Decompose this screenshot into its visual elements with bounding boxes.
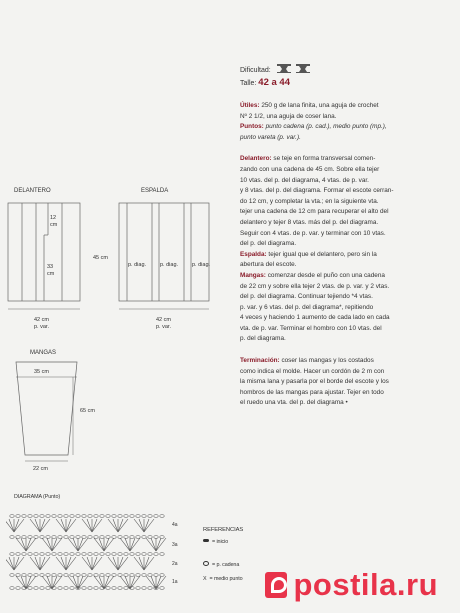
stitch-mark — [108, 519, 118, 532]
stitch-mark — [134, 557, 144, 570]
ref-text: = medio punto — [209, 576, 243, 582]
start-icon — [203, 539, 209, 542]
row-label: 1a — [172, 579, 178, 585]
stitch-mark — [134, 519, 144, 532]
stitch-mark — [56, 557, 66, 570]
text-line: tejer igual que el delantero, pero sin la — [268, 250, 377, 258]
difficulty-row — [240, 63, 312, 74]
stitch-mark — [146, 538, 156, 551]
chain-stitch — [16, 515, 20, 518]
chain-stitch — [88, 587, 92, 590]
chain-stitch — [94, 574, 98, 577]
chain-stitch — [94, 536, 98, 539]
chain-stitch — [46, 574, 50, 577]
chain-stitch — [142, 536, 146, 539]
chain-stitch — [16, 553, 20, 556]
difficulty-label: Dificultad: — [240, 67, 271, 74]
chain-stitch — [10, 515, 14, 518]
chain-icon — [203, 561, 209, 566]
diag-label: p. diag. — [192, 262, 211, 268]
chain-stitch — [16, 574, 20, 577]
chain-stitch — [94, 587, 98, 590]
text-line: de 22 cm y sobre ella tejer 2 vtas. de p. var. y 2 vtas. — [240, 282, 390, 290]
watermark-logo — [265, 567, 438, 603]
text-line: zando con una cadena de 45 cm. Sobre ella tejer — [240, 165, 380, 173]
stitch-mark — [130, 538, 135, 551]
chain-stitch — [10, 574, 14, 577]
chain-stitch — [130, 553, 134, 556]
espalda-title: Espalda: — [240, 250, 267, 258]
utiles-line: 250 g de lana finita, una aguja de crochet — [261, 102, 379, 109]
chain-stitch — [124, 553, 128, 556]
chain-stitch — [52, 553, 56, 556]
chain-stitch — [10, 587, 14, 590]
stitch-mark — [40, 557, 45, 570]
chain-stitch — [40, 553, 44, 556]
chain-stitch — [40, 515, 44, 518]
chain-stitch — [118, 587, 122, 590]
stitch-mark — [66, 557, 71, 570]
stitch-mark — [118, 519, 123, 532]
chain-stitch — [106, 587, 110, 590]
stitch-mark — [118, 557, 128, 570]
ref-item — [203, 561, 239, 568]
text-line: 4 veces y haciendo 1 aumento de cada lado en cada — [240, 314, 390, 322]
sleeve-top-label: 35 cm — [34, 369, 49, 375]
stitch-mark — [30, 519, 40, 532]
text-line: como indica el molde. Hacer un cordón de 2 m con — [240, 367, 385, 375]
chain-stitch — [154, 553, 158, 556]
chain-stitch — [82, 553, 86, 556]
chain-stitch — [148, 515, 152, 518]
stitch-mark — [144, 519, 149, 532]
delantero-pattern-label: p. var. — [34, 324, 49, 330]
chain-stitch — [34, 587, 38, 590]
stitch-mark — [104, 538, 109, 551]
chain-stitch — [148, 574, 152, 577]
stitch-mark — [16, 576, 26, 589]
single-crochet-icon: X — [203, 576, 207, 582]
chain-stitch — [64, 574, 68, 577]
chain-stitch — [160, 515, 164, 518]
chain-stitch — [46, 553, 50, 556]
stitch-mark — [92, 519, 97, 532]
stitch-mark — [99, 538, 104, 551]
stitch-mark — [61, 519, 66, 532]
chain-stitch — [76, 515, 80, 518]
chain-stitch — [34, 553, 38, 556]
espalda-outline — [119, 203, 209, 301]
chain-stitch — [46, 515, 50, 518]
stitch-mark — [26, 538, 31, 551]
chain-stitch — [10, 536, 14, 539]
chain-stitch — [100, 553, 104, 556]
stitch-mark — [16, 538, 26, 551]
stitch-mark — [30, 557, 40, 570]
chain-stitch — [64, 553, 68, 556]
size-label: Talle: — [240, 80, 257, 87]
stitch-mark — [151, 538, 156, 551]
chain-stitch — [40, 587, 44, 590]
text-line: hombros de las mangas para ajustar. Tejer en todo — [240, 388, 384, 396]
front-back-schematic — [0, 180, 225, 345]
chain-stitch — [100, 574, 104, 577]
text-line: abertura del escote. — [240, 261, 297, 269]
stitch-mark — [68, 538, 78, 551]
espalda-pattern-label: p. var. — [156, 324, 171, 330]
chain-stitch — [142, 515, 146, 518]
chain-stitch — [112, 515, 116, 518]
stitch-mark — [40, 519, 50, 532]
delantero-label: DELANTERO — [14, 188, 51, 194]
chain-stitch — [88, 574, 92, 577]
utiles-section — [240, 101, 436, 143]
espalda-width-label: 42 cm — [156, 317, 171, 323]
mangas-section — [240, 271, 436, 345]
chain-stitch — [124, 515, 128, 518]
chain-stitch — [82, 587, 86, 590]
stitch-mark — [14, 519, 19, 532]
chain-stitch — [160, 574, 164, 577]
utiles-title: Útiles: — [240, 102, 260, 109]
stitch-mark — [82, 557, 92, 570]
chain-stitch — [148, 587, 152, 590]
size-row — [240, 77, 290, 88]
delantero-width-label: 42 cm — [34, 317, 49, 323]
text-line: p. del diagrama. — [240, 335, 286, 343]
chain-stitch — [58, 553, 62, 556]
chain-stitch — [70, 515, 74, 518]
stitch-mark — [92, 519, 102, 532]
text-line: del p. del diagrama. — [240, 240, 297, 248]
text-line: delantero y tejer 8 vtas. más del p. del diagrama. — [240, 218, 379, 226]
chain-stitch — [100, 536, 104, 539]
stitch-mark — [35, 557, 40, 570]
text-line: y 8 vtas. del p. del diagrama. Formar el escote cerran- — [240, 187, 394, 195]
inner-cm-label: cm — [47, 271, 55, 277]
chain-stitch — [154, 515, 158, 518]
chain-stitch — [136, 587, 140, 590]
stitch-mark — [61, 557, 66, 570]
stitch-mark — [94, 538, 104, 551]
stitch-mark — [78, 538, 88, 551]
mangas-label: MANGAS — [30, 350, 57, 356]
ref-text: = inicio — [212, 539, 229, 545]
sleeve-height-label: 65 cm — [80, 408, 95, 414]
chain-stitch — [124, 587, 128, 590]
text-line: do 12 cm, y completar la vta.; en la siguiente vta. — [240, 197, 379, 205]
chain-stitch — [130, 574, 134, 577]
stitch-mark — [92, 557, 97, 570]
stitch-mark — [113, 557, 118, 570]
chain-stitch — [130, 515, 134, 518]
difficulty-icons — [276, 63, 312, 73]
chain-stitch — [76, 553, 80, 556]
mangas-title: Mangas: — [240, 271, 266, 279]
terminacion-title: Terminación: — [240, 357, 280, 365]
row-label: 4a — [172, 522, 178, 528]
sleeve-schematic — [0, 345, 110, 475]
chain-stitch — [70, 536, 74, 539]
text-line: p. var. y 6 vtas. del p. del diagrama*, repitiendo — [240, 303, 374, 311]
neck-cm-label: cm — [50, 222, 58, 228]
stitch-mark — [40, 557, 50, 570]
stitch-mark — [125, 538, 130, 551]
stitch-mark — [156, 538, 166, 551]
row-label: 2a — [172, 561, 178, 567]
stitch-mark — [139, 519, 144, 532]
chain-stitch — [70, 553, 74, 556]
chain-stitch — [28, 574, 32, 577]
stitch-mark — [113, 519, 118, 532]
stitch-mark — [9, 519, 14, 532]
chain-stitch — [106, 536, 110, 539]
text-line: comenzar desde el puño con una cadena — [267, 271, 385, 279]
text-line: se teje en forma transversal comen- — [273, 155, 376, 163]
chain-stitch — [106, 515, 110, 518]
chain-stitch — [118, 515, 122, 518]
text-line: 10 vtas. del p. del diagrama, 4 vtas. de p. var. — [240, 176, 369, 184]
stitch-mark — [52, 538, 62, 551]
stitch-mark — [104, 538, 114, 551]
stitch-mark — [87, 557, 92, 570]
text-line: el ruedo una vta. del p. del diagrama • — [240, 399, 348, 407]
chain-stitch — [52, 536, 56, 539]
stitch-mark — [9, 557, 14, 570]
espalda-label: ESPALDA — [141, 188, 169, 194]
stitch-mark — [130, 576, 140, 589]
diag-label: p. diag. — [128, 262, 147, 268]
chain-stitch — [58, 515, 62, 518]
ref-item — [203, 576, 243, 582]
watermark-text: postila.ru — [293, 567, 438, 602]
chain-stitch — [22, 536, 26, 539]
sleeve-outline — [16, 362, 77, 455]
delantero-title: Delantero: — [240, 155, 272, 163]
stitch-mark — [144, 519, 154, 532]
chain-stitch — [52, 515, 56, 518]
delantero-section — [240, 154, 436, 249]
chain-stitch — [22, 553, 26, 556]
stitch-mark — [21, 538, 26, 551]
chain-stitch — [106, 574, 110, 577]
stitch-mark — [108, 557, 118, 570]
chain-stitch — [106, 553, 110, 556]
inner-33-label: 33 — [47, 264, 54, 270]
height-45-label: 45 cm — [93, 255, 108, 261]
chain-stitch — [148, 536, 152, 539]
stitch-mark — [42, 538, 52, 551]
chain-stitch — [22, 574, 26, 577]
chain-stitch — [64, 515, 68, 518]
chain-stitch — [112, 587, 116, 590]
text-line: tejer una cadena de 12 cm para recuperar el alto del — [240, 208, 389, 216]
referencias-title: REFERENCIAS — [203, 527, 244, 533]
chain-stitch — [46, 536, 50, 539]
diagram-title: DIAGRAMA (Punto) — [14, 494, 61, 500]
stitch-mark — [144, 557, 149, 570]
chain-stitch — [82, 574, 86, 577]
neck-12-label: 12 — [50, 215, 57, 221]
stitch-mark — [56, 519, 66, 532]
chain-stitch — [28, 536, 32, 539]
stitch-mark — [130, 538, 140, 551]
terminacion-section — [240, 356, 436, 409]
chain-stitch — [142, 574, 146, 577]
size-value: 42 a 44 — [258, 77, 290, 88]
chain-stitch — [10, 553, 14, 556]
ref-text: = p. cadena — [212, 562, 240, 568]
stitch-mark — [118, 519, 128, 532]
chain-stitch — [64, 587, 68, 590]
stitch-mark — [52, 576, 62, 589]
chain-stitch — [82, 515, 86, 518]
chain-stitch — [142, 587, 146, 590]
chain-stitch — [28, 515, 32, 518]
chain-stitch — [88, 553, 92, 556]
stitch-mark — [118, 557, 123, 570]
chain-stitch — [136, 536, 140, 539]
chain-stitch — [94, 515, 98, 518]
chain-stitch — [160, 553, 164, 556]
chain-stitch — [136, 574, 140, 577]
row-label: 3a — [172, 542, 178, 548]
sleeve-bottom-label: 22 cm — [33, 466, 48, 472]
text-line: del p. del diagrama. Continuar tejiendo *4 vtas. — [240, 293, 373, 301]
chain-stitch — [22, 515, 26, 518]
stitch-mark — [14, 557, 24, 570]
stitch-mark — [120, 538, 130, 551]
chain-stitch — [58, 574, 62, 577]
text-line: la misma lana y pasarla por el borde del escote y los — [240, 378, 389, 386]
chain-stitch — [142, 553, 146, 556]
chain-stitch — [136, 515, 140, 518]
stitch-mark — [139, 557, 144, 570]
stitch-mark — [87, 519, 92, 532]
chain-stitch — [130, 536, 134, 539]
chain-stitch — [124, 536, 128, 539]
stitch-mark — [52, 538, 57, 551]
stitch-mark — [78, 538, 83, 551]
stitch-mark — [73, 538, 78, 551]
utiles-line: Nº 2 1/2, una aguja de coser lana. — [240, 112, 337, 120]
chain-stitch — [118, 553, 122, 556]
stitch-mark — [35, 519, 40, 532]
stitch-mark — [47, 538, 52, 551]
puntos-title: Puntos: — [240, 123, 264, 131]
puntos-line: punto cadena (p. cad.), medio punto (mp.), — [265, 123, 387, 131]
instructions-block — [240, 101, 436, 409]
text-line: vta. de p. var. Terminar el hombro con 10 vtas. del — [240, 324, 382, 332]
stitch-mark — [66, 519, 76, 532]
stitch-mark — [14, 557, 19, 570]
text-line: Seguir con 4 vtas. de p. var. y terminar con 10 vtas. — [240, 229, 386, 237]
chain-stitch — [16, 587, 20, 590]
chain-stitch — [16, 536, 20, 539]
chain-stitch — [46, 587, 50, 590]
chain-stitch — [160, 587, 164, 590]
chain-stitch — [88, 536, 92, 539]
diag-label: p. diag. — [160, 262, 179, 268]
chain-stitch — [70, 587, 74, 590]
chain-stitch — [58, 587, 62, 590]
chain-stitch — [82, 536, 86, 539]
chain-stitch — [94, 553, 98, 556]
chain-stitch — [100, 515, 104, 518]
postila-logo-icon — [265, 572, 287, 598]
chain-stitch — [136, 553, 140, 556]
stitch-mark — [94, 576, 104, 589]
chain-stitch — [34, 515, 38, 518]
espalda-section — [240, 250, 436, 271]
stitch-mark — [82, 519, 92, 532]
stitch-diagram — [6, 504, 186, 590]
stitch-mark — [144, 557, 154, 570]
stitch-mark — [40, 519, 45, 532]
chain-stitch — [28, 587, 32, 590]
stitch-mark — [26, 538, 36, 551]
text-line: coser las mangas y los costados — [281, 357, 374, 365]
chain-stitch — [58, 536, 62, 539]
chain-stitch — [70, 574, 74, 577]
stitch-mark — [156, 538, 161, 551]
chain-stitch — [160, 536, 164, 539]
chain-stitch — [112, 553, 116, 556]
chain-stitch — [88, 515, 92, 518]
chain-stitch — [124, 574, 128, 577]
stitch-mark — [14, 519, 24, 532]
chain-stitch — [28, 553, 32, 556]
stitch-mark — [66, 557, 76, 570]
ref-item — [203, 539, 228, 545]
chain-stitch — [148, 553, 152, 556]
stitch-mark — [66, 519, 71, 532]
chain-stitch — [52, 574, 56, 577]
chain-stitch — [64, 536, 68, 539]
stitch-mark — [92, 557, 102, 570]
puntos-line: punto vareta (p. var.). — [240, 133, 301, 141]
